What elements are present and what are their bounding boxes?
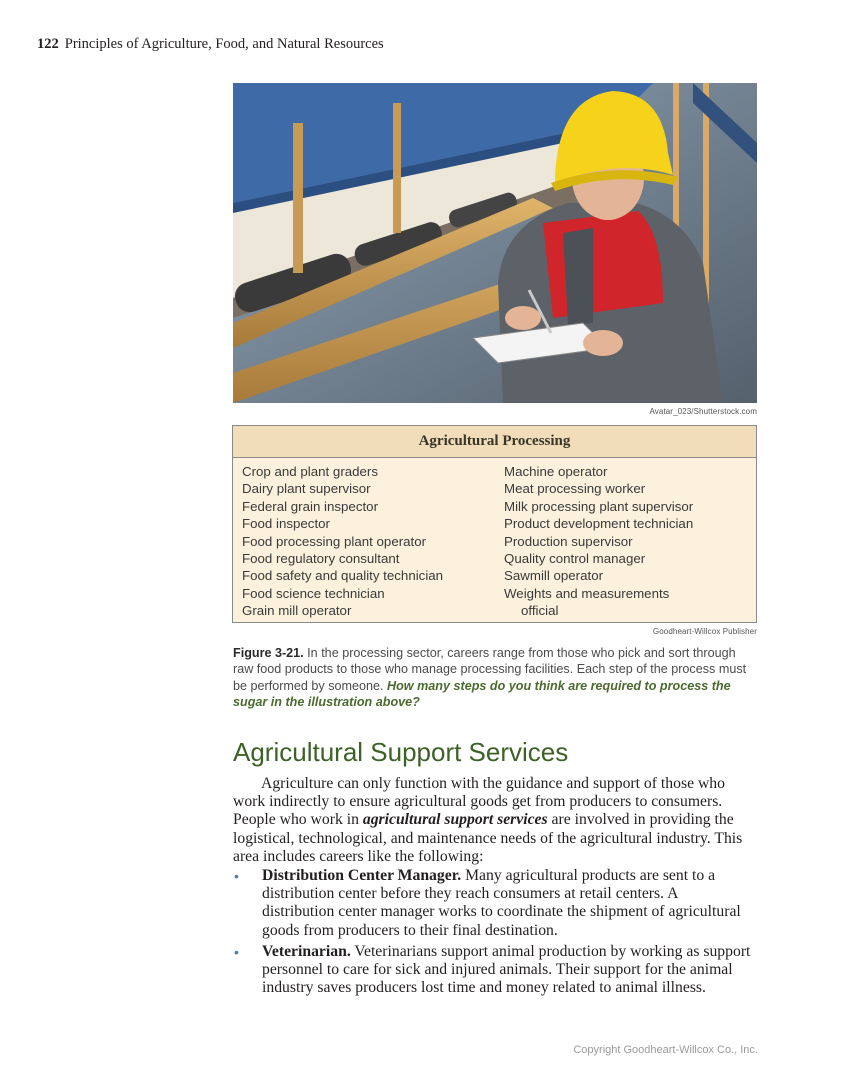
- career-item: Weights and measurements: [504, 585, 670, 601]
- career-item: Food inspector: [242, 516, 330, 532]
- career-item: Milk processing plant supervisor: [504, 498, 694, 514]
- table-body: [233, 458, 756, 620]
- bullet-icon: •: [234, 943, 239, 960]
- table-right-column: [504, 463, 693, 620]
- book-title: Principles of Agriculture, Food, and Natural Resources: [64, 36, 384, 52]
- caption-text: In the processing sector, careers range from those who pick and sort through raw food products to those who manage processing facilities. Each step of the process must be performed by someone.: [233, 646, 747, 693]
- list-item-lead: Distribution Center Manager.: [262, 867, 462, 885]
- career-item: Dairy plant supervisor: [242, 481, 371, 497]
- career-item: Federal grain inspector: [242, 498, 378, 514]
- list-item-text: Many agricultural products are sent to a distribution center before they reach consumers at retail centers. A distribution center manager works to coordinate the shipment of agricultural goods from producers to their final destination.: [262, 867, 741, 939]
- list-item-text: Veterinarians support animal production by working as support personnel to care for sick and injured animals. Their support for the animal industry saves producers lost time and money related to animal illness.: [262, 942, 751, 997]
- paragraph-text: Agriculture can only function with the guidance and support of those who work indirectly to ensure agricultural goods get from producers to consumers. People who work in: [233, 775, 725, 829]
- table-left-column: [242, 463, 504, 620]
- career-item: Food safety and quality technician: [242, 568, 444, 584]
- bullet-icon: •: [234, 868, 239, 885]
- career-item: Grain mill operator: [242, 603, 352, 619]
- caption-question: How many steps do you think are required to process the sugar in the illustration above?: [233, 678, 731, 709]
- career-item: Sawmill operator: [504, 568, 604, 584]
- copyright-footer: Copyright Goodheart-Willcox Co., Inc.: [573, 1044, 758, 1056]
- table-title: Agricultural Processing: [233, 426, 756, 458]
- table-credit: Goodheart-Willcox Publisher: [652, 627, 757, 636]
- career-item: Quality control manager: [504, 551, 646, 567]
- paragraph-text: are involved in providing the logistical, technological, and maintenance needs of the agricultural industry. This area includes careers like the following:: [233, 811, 743, 865]
- caption-label: Figure 3-21.: [233, 646, 304, 660]
- section-body: [233, 775, 753, 1000]
- career-item: Food regulatory consultant: [242, 551, 400, 567]
- page-number: 122: [37, 36, 59, 52]
- careers-table: [232, 425, 757, 623]
- career-item: Meat processing worker: [504, 481, 646, 497]
- section-heading: Agricultural Support Services: [233, 737, 569, 767]
- photo-credit: Avatar_023/Shutterstock.com: [649, 407, 757, 416]
- list-item: [233, 943, 753, 998]
- figure-photo: [233, 83, 757, 403]
- career-item: Crop and plant graders: [242, 464, 379, 479]
- key-term: agricultural support services: [362, 811, 548, 829]
- career-item: Production supervisor: [504, 533, 633, 549]
- career-item-continued: official: [521, 603, 559, 619]
- career-item: Food science technician: [242, 585, 385, 601]
- career-list: [233, 867, 753, 997]
- intro-paragraph: [233, 775, 753, 866]
- list-item-lead: Veterinarian.: [262, 942, 351, 960]
- career-item: Food processing plant operator: [242, 533, 427, 549]
- career-item: Machine operator: [504, 464, 608, 479]
- figure-caption: [233, 645, 753, 710]
- list-item: [233, 867, 753, 940]
- career-item: Product development technician: [504, 516, 694, 532]
- running-head: [37, 36, 384, 53]
- worker-at-conveyor-illustration: [233, 83, 757, 403]
